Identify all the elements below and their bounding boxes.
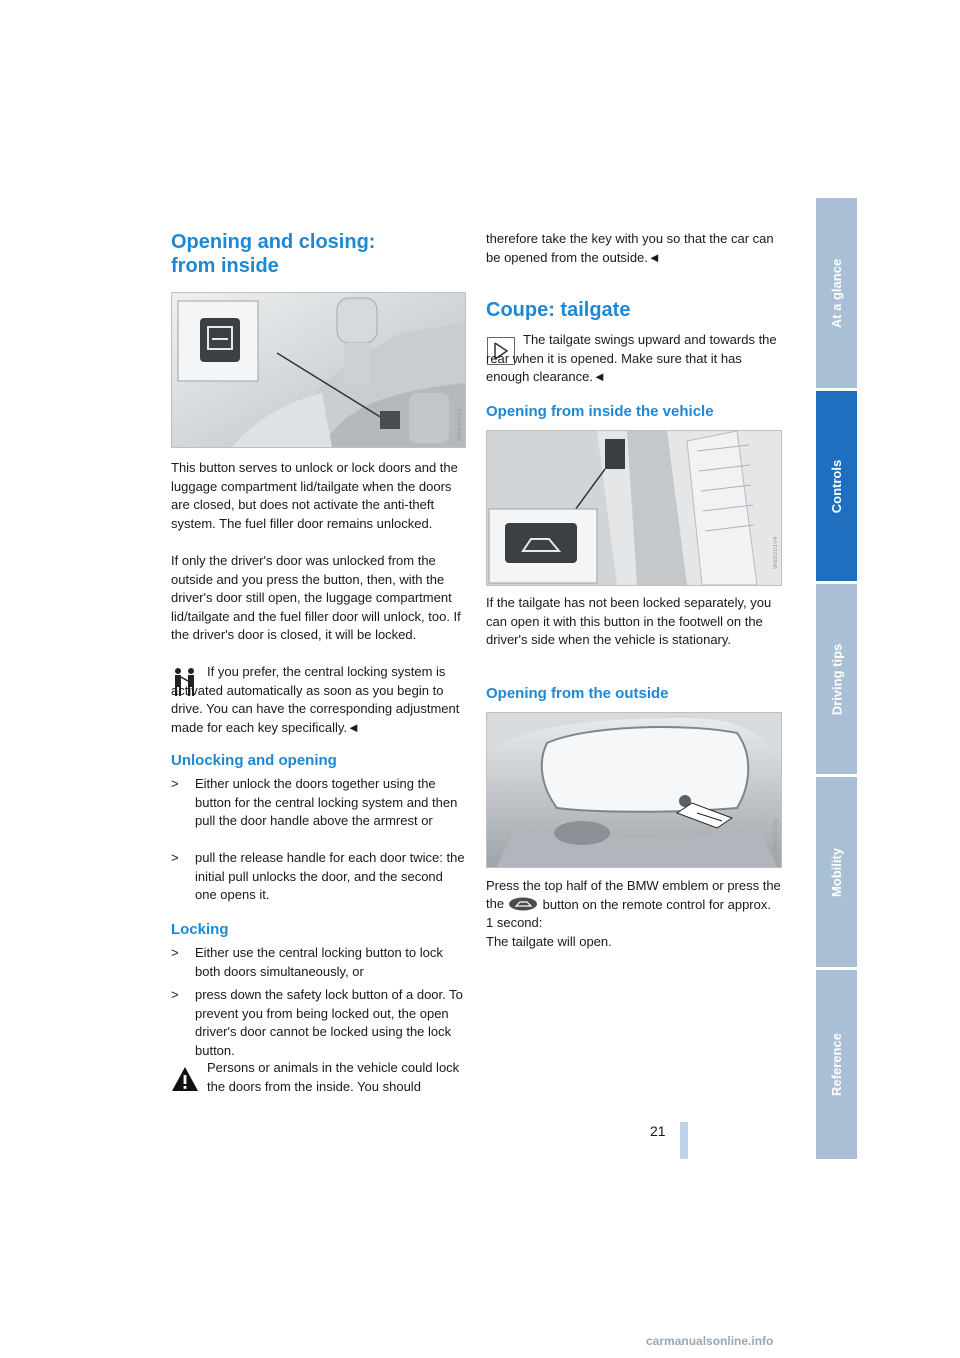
- continued-text: therefore take the key with you so that the car can be opened from the outside.◄: [486, 231, 774, 265]
- console-button-photo: [171, 292, 466, 448]
- tab-label: At a glance: [829, 258, 845, 328]
- heading-opening-inside: Opening from inside the vehicle: [486, 403, 714, 420]
- page-number-bar: [680, 1122, 688, 1159]
- heading-coupe-tailgate: Coupe: tailgate: [486, 299, 631, 321]
- tab-at-a-glance[interactable]: [816, 198, 857, 388]
- tab-label: Controls: [829, 459, 845, 513]
- outside-image-code: W6820105: [773, 817, 779, 851]
- footer-watermark: carmanualsonline.info: [646, 1334, 774, 1348]
- outside-text-part-c: The tailgate will open.: [486, 933, 612, 949]
- warning-triangle-icon: [171, 1066, 199, 1092]
- heading-opening-outside: Opening from the outside: [486, 685, 669, 702]
- warning-text: Persons or animals in the vehicle could lock the doors from the inside. You should: [207, 1060, 460, 1094]
- image-code: W6850033: [457, 407, 463, 441]
- lock-bullet-1: [171, 944, 465, 982]
- heading-locking: Locking: [171, 921, 229, 938]
- section-title-line1: Opening and closing:: [171, 231, 376, 253]
- footwell-button-photo: [486, 430, 782, 586]
- chapter-tabs: [816, 198, 857, 1159]
- tailgate-photo: [486, 712, 782, 868]
- section-title-line2: from inside: [171, 255, 279, 277]
- bullet-mark: >: [171, 945, 179, 960]
- unlock-bullet-2-text: pull the release handle for each door twice: the initial pull unlocks the door, and the second one opens it.: [195, 850, 465, 902]
- paragraph-driver-door: If only the driver's door was unlocked from the outside and you press the button, then, with the driver's door still open, the luggage compartment lid/tailgate and the fuel filler door will unlock, too. If the driver's door is closed, it will be locked.: [171, 553, 461, 642]
- tab-reference[interactable]: [816, 970, 857, 1159]
- paragraph-outside-opening: [486, 877, 781, 951]
- tab-label: Reference: [829, 1033, 844, 1096]
- bullet-mark: >: [171, 987, 179, 1002]
- outside-text-part-a: Press the top half of the BMW emblem or press the: [486, 878, 781, 893]
- tab-mobility[interactable]: [816, 777, 857, 967]
- note-tailgate-clearance: The tailgate swings upward and towards the rear when it is opened. Make sure that it has enough clearance.◄: [486, 332, 777, 384]
- heading-unlocking: Unlocking and opening: [171, 752, 337, 769]
- tab-label: Mobility: [829, 847, 845, 897]
- remote-tailgate-button-icon: [508, 897, 538, 910]
- bullet-mark: >: [171, 776, 179, 791]
- lock-bullet-1-text: Either use the central locking button to lock both doors simultaneously, or: [195, 945, 443, 979]
- console-illustration: [172, 293, 465, 447]
- lock-bullet-2: [171, 986, 465, 1056]
- unlock-bullet-2: [171, 849, 465, 905]
- tab-label: Driving tips: [829, 643, 845, 715]
- note-auto-locking: If you prefer, the central locking system is activated automatically as soon as you begin to drive. You can have the corresponding adjustment made for each key specifically.◄: [171, 664, 460, 735]
- unlock-bullet-1: [171, 775, 465, 845]
- tab-driving-tips[interactable]: [816, 584, 857, 774]
- tab-controls[interactable]: [816, 391, 857, 581]
- outside-text-part-b: button on the remote control for approx. 1 second:: [486, 896, 771, 930]
- inside-image-code: W6820104: [773, 535, 779, 569]
- lock-bullet-2-text: press down the safety lock button of a door. To prevent you from being locked out, the open driver's door cannot be locked using the lock button.: [195, 987, 463, 1058]
- section-title: [171, 230, 375, 278]
- unlock-bullet-1-text: Either unlock the doors together using the button for the central locking system and then pull the door handle above the armrest or: [195, 776, 458, 828]
- tailgate-illustration: [487, 713, 781, 867]
- paragraph-inside-button: If the tailgate has not been locked separately, you can open it with this button in the footwell on the driver's side when the vehicle is stationary.: [486, 595, 772, 647]
- paragraph-button-function: This button serves to unlock or lock doors and the luggage compartment lid/tailgate when the doors are closed, but does not activate the anti-theft system. The fuel filler door remains unlocked.: [171, 460, 458, 531]
- the-word: the: [486, 896, 505, 911]
- bullet-mark: >: [171, 850, 179, 865]
- page-number: 21: [650, 1123, 666, 1139]
- footwell-illustration: [487, 431, 781, 585]
